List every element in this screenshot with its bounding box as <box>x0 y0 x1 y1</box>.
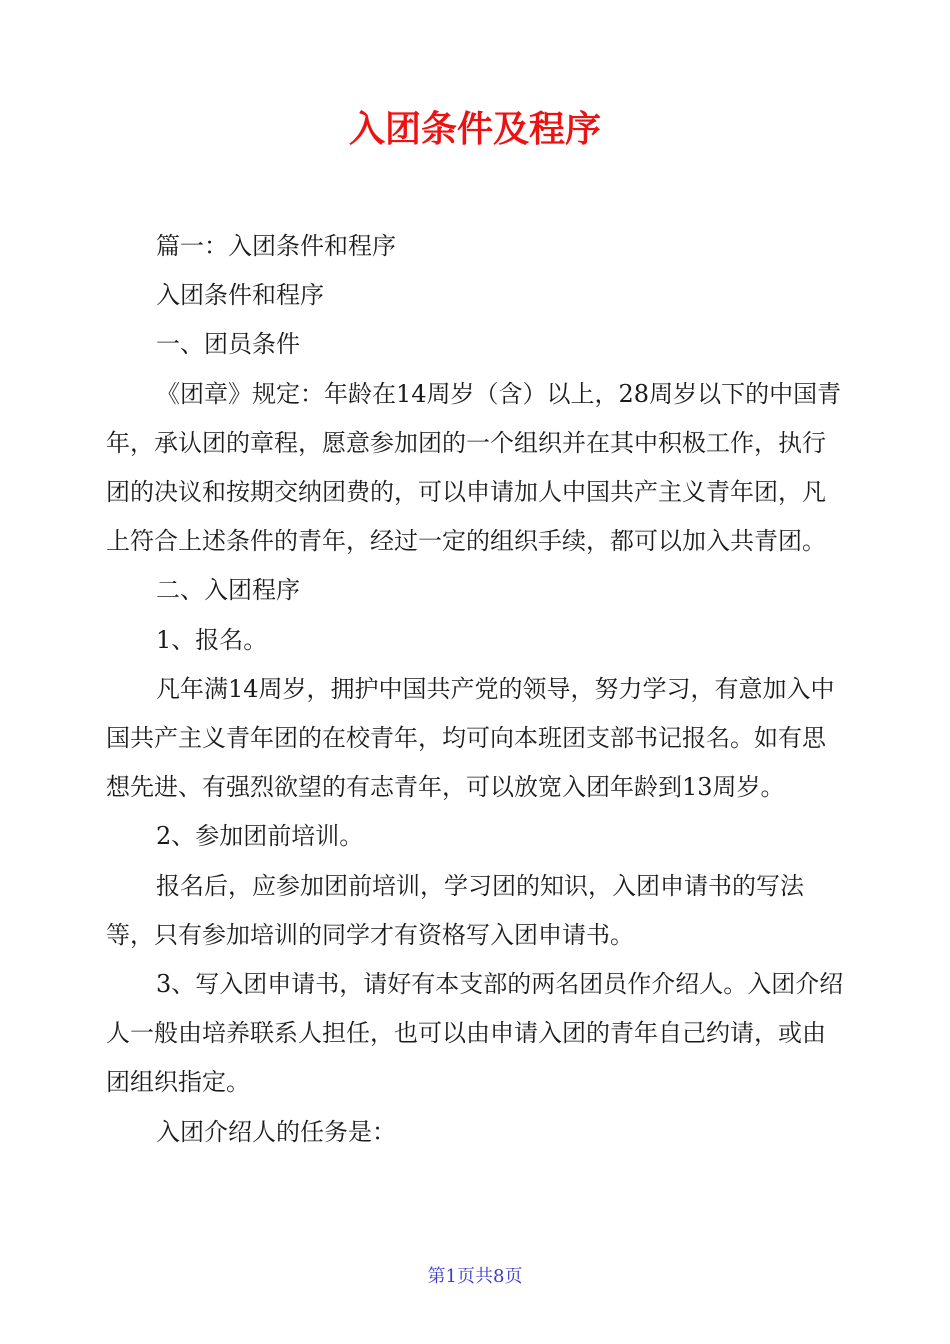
paragraph-section-heading: 篇一：入团条件和程序 <box>156 232 396 260</box>
paragraph-charter-rules: 《团章》规定：年龄在14周岁（含）以上，28周岁以下的中国青年，承认团的章程，愿意参加团的一个组织并在其中积极工作，执行团的决议和按期交纳团费的，可以申请加人中国共产主义青年团，凡上符合上述条件的青年，经过一定的组织手续，都可以加入共青团。 <box>106 379 842 556</box>
page-title: 入团条件及程序 <box>348 109 601 150</box>
paragraph-step-1-detail: 凡年满14周岁，拥护中国共产党的领导，努力学习，有意加入中国共产主义青年团的在校青年，均可向本班团支部书记报名。如有思想先进、有强烈欲望的有志青年，可以放宽入团年龄到13周岁。 <box>106 674 835 802</box>
paragraph-step-1: 1、报名。 <box>156 625 268 654</box>
paragraph-heading-member-conditions: 一、团员条件 <box>156 330 300 359</box>
paragraph-introducer-tasks: 入团介绍人的任务是： <box>156 1117 396 1146</box>
paragraph-subtitle: 入团条件和程序 <box>156 281 324 310</box>
page-number: 第1页共8页 <box>427 1266 523 1287</box>
paragraph-heading-procedure: 二、入团程序 <box>156 576 300 605</box>
paragraph-step-2-detail: 报名后，应参加团前培训，学习团的知识，入团申请书的写法等，只有参加培训的同学才有资格写入团申请书。 <box>106 871 804 949</box>
document-body <box>106 222 846 1157</box>
paragraph-step-3: 3、写入团申请书，请好有本支部的两名团员作介绍人。入团介绍人一般由培养联系人担任，也可以由申请入团的青年自己约请，或由团组织指定。 <box>106 970 844 1097</box>
paragraph-step-2: 2、参加团前培训。 <box>156 822 364 851</box>
